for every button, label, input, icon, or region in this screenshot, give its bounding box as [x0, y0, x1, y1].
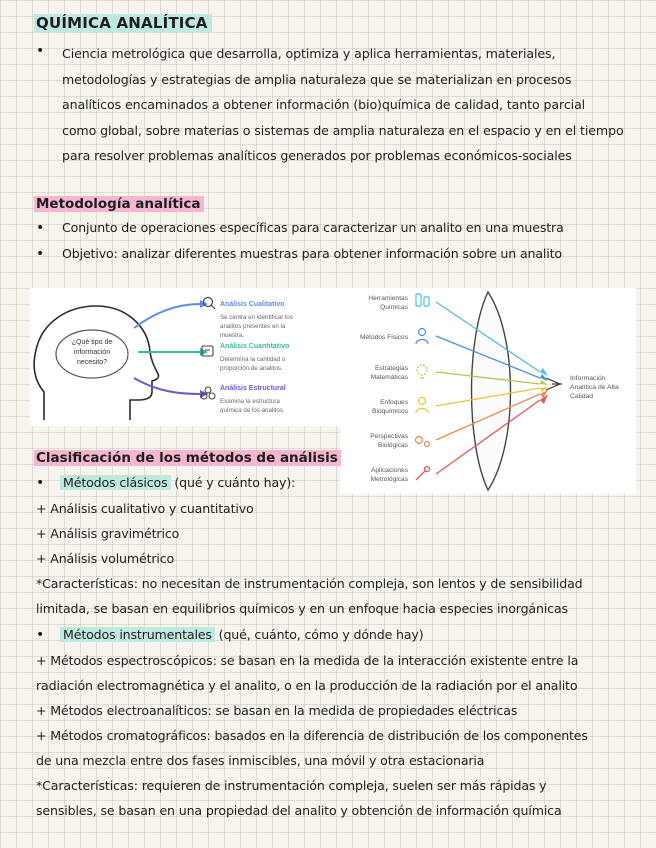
section-heading-metodologia: Metodología analítica [34, 196, 204, 212]
tool-icon [416, 467, 430, 481]
option-desc: analitos presentes en la [220, 323, 286, 330]
option-title: Análisis Cuantitativo [220, 343, 290, 350]
text-line: para resolver problemas analíticos generados por problemas económicos-sociales [62, 148, 572, 163]
analysis-type-svg [30, 288, 348, 426]
input-label: Perspectivas [370, 433, 408, 440]
page-title: QUÍMICA ANALÍTICA [34, 14, 212, 32]
instr-line: + Métodos electroanalíticos: se basan en la medida de propiedades eléctricas [36, 703, 518, 718]
input-label: Biológicas [377, 442, 408, 449]
convergence-diagram [340, 288, 636, 494]
input-label: Aplicaciones [370, 467, 408, 474]
clasicos-line [60, 475, 295, 490]
clasicos-label: Métodos clásicos [60, 475, 171, 490]
definition-text [62, 41, 642, 169]
bullet: • [36, 475, 45, 491]
option-desc: Determina la cantidad o [220, 356, 286, 363]
output-label: Calidad [570, 393, 594, 400]
option-title: Análisis Cualitativo [220, 301, 285, 308]
question-line: información [73, 349, 111, 356]
input-label: Químicas [380, 304, 408, 311]
convergence-icon [546, 378, 562, 390]
input-label: Bioquímicos [372, 408, 408, 415]
bullet: • [36, 627, 45, 643]
instrumentales-label: Métodos instrumentales [60, 627, 215, 642]
input-label: Metrológicas [370, 476, 408, 483]
input-label: Estrategias [375, 365, 408, 372]
lightbulb-icon [417, 365, 427, 378]
convergence-svg [340, 288, 636, 494]
person-icon [416, 329, 428, 345]
option-desc: Se centra en identificar los [220, 314, 293, 321]
option-desc: química de los analitos. [220, 407, 285, 414]
arrow-estructural [134, 378, 200, 394]
metodologia-item: Conjunto de operaciones específicas para caracterizar un analito en una muestra [62, 220, 564, 235]
instr-line: *Características: requieren de instrumentación compleja, suelen ser más rápidas y [36, 778, 547, 793]
text-line: metodologías y estrategias de amplia naturaleza que se materializan en procesos [62, 71, 572, 87]
instr-line: sensibles, se basan en una propiedad del analito y obtención de información química [36, 803, 562, 818]
option-desc: proporción de analitos. [220, 365, 283, 372]
text-line: Ciencia metrológica que desarrolla, optimiza y aplica herramientas, materiales, [62, 46, 556, 61]
bullet: • [36, 43, 45, 59]
clasicos-rest: (qué y cuánto hay): [170, 475, 296, 490]
flask-icon [416, 294, 429, 306]
input-label: Métodos Físicos [359, 334, 408, 341]
instr-line: + Métodos espectroscópicos: se basan en la medida de la interacción existente entre la [36, 653, 579, 668]
instr-line: + Métodos cromatográficos: basados en la diferencia de distribución de los componentes [36, 728, 588, 743]
instrumentales-rest: (qué, cuánto, cómo y dónde hay) [214, 627, 424, 642]
instr-line: radiación electromagnética y el analito, o en la producción de la radiación por el analito [36, 678, 578, 693]
question-line: ¿Qué tipo de [71, 339, 113, 346]
input-label: Enfoques [380, 399, 408, 406]
lens-shape [472, 292, 511, 490]
output-label: Analítica de Alta [570, 384, 619, 391]
clasicos-item: + Análisis volumétrico [36, 551, 175, 566]
bullet: • [36, 246, 45, 262]
caract-line: limitada, se basan en equilibrios químicos y en un enfoque hacia especies inorgánicas [36, 601, 568, 616]
caract-line: *Características: no necesitan de instrumentación compleja, son lentos y de sensibilidad [36, 576, 583, 591]
input-label: Herramientas [368, 295, 408, 302]
instr-line: de una mezcla entre dos fases inmiscibles, una móvil y otra estacionaria [36, 753, 485, 768]
bullet: • [36, 220, 45, 236]
text-line: como global, sobre materias o sistemas de amplia naturaleza en el espacio y en el tiempo [62, 122, 624, 138]
section-heading-clasificacion: Clasificación de los métodos de análisis [34, 450, 341, 466]
output-label: Información [570, 375, 606, 382]
option-desc: Examina la estructura [220, 398, 280, 405]
analysis-type-diagram [30, 288, 348, 426]
metodologia-item: Objetivo: analizar diferentes muestras para obtener información sobre un analito [62, 246, 562, 261]
text-line: analíticos encaminados a obtener información (bio)química de calidad, tanto parcial [62, 97, 586, 112]
clasicos-item: + Análisis cualitativo y cuantitativo [36, 501, 254, 516]
instrumentales-line [60, 627, 423, 642]
input-label: Matemáticas [370, 374, 408, 381]
molecule-icon [201, 387, 215, 399]
option-desc: muestra. [220, 332, 245, 339]
clasicos-item: + Análisis gravimétrico [36, 526, 180, 541]
arrow-cualitativo [134, 304, 200, 328]
question-line: necesito? [77, 359, 107, 366]
gears-icon [416, 437, 430, 447]
option-title: Análisis Estructural [220, 385, 286, 392]
person-icon [416, 398, 428, 414]
